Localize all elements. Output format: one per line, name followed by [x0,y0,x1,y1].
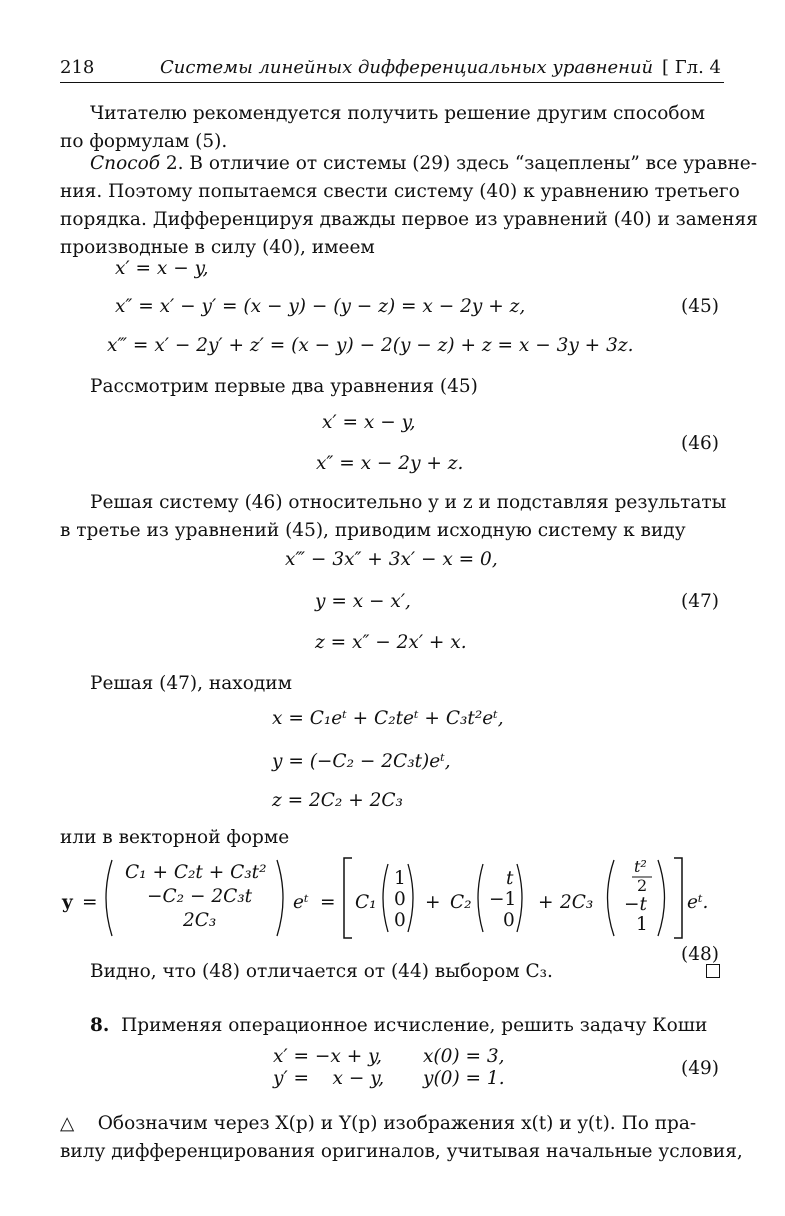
paren-right-1 [277,860,283,936]
eq48-equals-2: = [320,892,336,913]
eq45-number: (45) [681,296,719,317]
eq47-line-2: y = x − x′, [315,591,411,612]
chapter-label: [ Гл. 4 [662,57,721,78]
eq48-lhs: y [62,892,73,913]
paren-right-2 [408,864,413,932]
solution-x: x = C₁eᵗ + C₂teᵗ + C₃t²eᵗ, [272,708,504,729]
header-rule [60,82,724,83]
eq48-v3-row3: 1 [636,914,648,935]
seen-paragraph [60,958,724,986]
eq48-c3: 2C₃ [560,892,594,913]
method2-line-4: производные в силу (40), имеем [60,237,375,258]
solving47-line: Решая (47), находим [90,673,292,694]
eq48-m1-row2: −C₂ − 2C₃t [147,886,253,907]
eq45-line-3: x‴ = x′ − 2y′ + z′ = (x − y) − 2(y − z) + z = x − 3y + 3z. [107,335,634,356]
eq49-number: (49) [681,1058,719,1079]
method-label: Способ [90,153,160,174]
last-paragraph [60,1110,743,1166]
intro-paragraph [60,100,724,156]
eq45-line-2: x″ = x′ − y′ = (x − y) − (y − z) = x − 2y + z, [115,296,526,317]
consider-line: Рассмотрим первые два уравнения (45) [90,376,478,397]
bracket-right [674,858,682,938]
intro-line-1: Читателю рекомендуется получить решение другим способом [90,103,706,124]
eq48-m1-row3: 2C₃ [183,910,217,931]
solving47-paragraph [60,670,724,698]
eq47-line-3: z = x″ − 2x′ + x. [315,632,467,653]
eq49-row1-left: x′ = −x + y, [273,1046,382,1067]
eq48-v2-row3: 0 [503,910,515,931]
paren-left-1 [106,860,112,936]
eq48-v3-denominator: 2 [637,876,648,895]
eq48-v1-row3: 0 [394,910,406,931]
eq48-v2-row1: t [506,868,514,889]
method2-paragraph [60,150,758,262]
seen-line: Видно, что (48) отличается от (44) выбором C₃. [90,961,553,982]
eq48-plus-1: + [425,892,441,913]
eq48-v1-row2: 0 [394,889,406,910]
eq48-exp-2: eᵗ. [687,892,709,913]
problem8-line [60,1012,724,1040]
method2-line-1-text: 2. В отличие от системы (29) здесь “зацеплены” все уравне- [160,153,757,174]
eq48-m1-row1: C₁ + C₂t + C₃t² [125,862,267,883]
paren-right-4 [658,860,665,936]
eq49-row1-right: x(0) = 3, [423,1046,505,1067]
eq48-v1-row1: 1 [394,868,406,889]
problem8-text: Применяя операционное исчисление, решить задачу Коши [121,1015,708,1036]
bracket-left [344,858,352,938]
solution-z: z = 2C₂ + 2C₃ [272,790,403,811]
eq47-line-1: x‴ − 3x″ + 3x′ − x = 0, [285,549,498,570]
eq48-equals: = [82,892,98,913]
vector-form-paragraph [60,824,724,852]
eq45-line-1: x′ = x − y, [115,258,209,279]
eq48-v3-numerator: t² [634,857,647,876]
solution-y: y = (−C₂ − 2C₃t)eᵗ, [272,751,451,772]
eq46-line-2: x″ = x − 2y + z. [316,453,464,474]
last-line-1 [60,1110,724,1138]
paren-left-4 [608,860,615,936]
last-line-2: вилу дифференцирования оригиналов, учитывая начальные условия, [60,1141,743,1162]
qed-square-icon [706,964,720,978]
eq48-plus-2: + [538,892,554,913]
solving46-line-1: Решая систему (46) относительно y и z и подставляя результаты [90,492,727,513]
solving46-line-2: в третье из уравнений (45), приводим исходную систему к виду [60,520,686,541]
solving46-paragraph [60,489,727,545]
paren-left-3 [478,864,483,932]
page-number: 218 [60,57,95,78]
last-line-1-text: Обозначим через X(p) и Y(p) изображения x(t) и y(t). По пра- [97,1113,697,1134]
running-title: Системы линейных дифференциальных уравнений [160,57,654,78]
eq46-number: (46) [681,433,719,454]
vector-form-line: или в векторной форме [60,827,290,848]
problem8-number: 8. [90,1015,110,1036]
eq49-row2-right: y(0) = 1. [423,1068,505,1089]
eq48-c2: C₂ [450,892,472,913]
eq48-vector-equation [0,850,785,970]
eq46-line-1: x′ = x − y, [322,412,416,433]
paren-left-2 [383,864,388,932]
intro-line-2: по формулам (5). [60,131,228,152]
triangle-icon: △ [60,1113,75,1134]
method2-line-2: ния. Поэтому попытаемся свести систему (40) к уравнению третьего [60,181,740,202]
eq48-c1: C₁ [355,892,377,913]
problem8-paragraph [60,1012,724,1040]
method2-line-1 [60,150,757,178]
eq49-row2-left: y′ = x − y, [273,1068,385,1089]
eq47-number: (47) [681,591,719,612]
eq48-v2-row2: −1 [489,889,517,910]
consider-paragraph [60,373,724,401]
method2-line-3: порядка. Дифференцируя дважды первое из уравнений (40) и заменяя [60,209,758,230]
eq48-number: (48) [681,944,719,965]
eq48-v3-row2: −t [624,894,647,915]
paren-right-3 [517,864,522,932]
eq48-exp-1: eᵗ [293,892,309,913]
